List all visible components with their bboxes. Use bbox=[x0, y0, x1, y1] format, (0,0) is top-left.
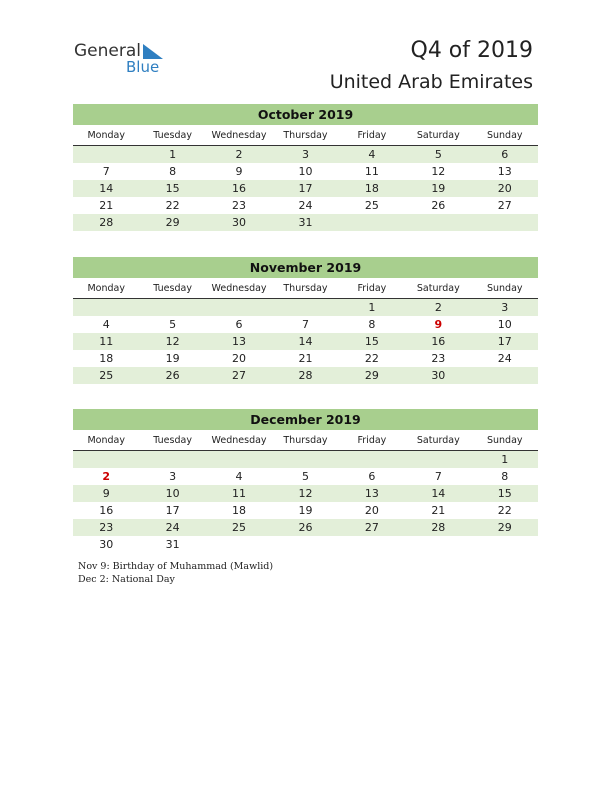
day-cell: 17 bbox=[298, 182, 313, 195]
week-row bbox=[73, 333, 538, 350]
week-row bbox=[73, 163, 538, 180]
day-cell: 18 bbox=[99, 352, 114, 365]
day-cell: 5 bbox=[169, 318, 177, 331]
day-cell: 11 bbox=[99, 335, 114, 348]
day-cell: 17 bbox=[165, 504, 180, 517]
day-cell: 7 bbox=[301, 318, 309, 331]
day-cell: 29 bbox=[364, 369, 379, 382]
day-cell: 16 bbox=[99, 504, 114, 517]
day-cell: 3 bbox=[169, 470, 177, 483]
month-title: November 2019 bbox=[73, 257, 538, 278]
day-cell: 4 bbox=[102, 318, 110, 331]
week-row bbox=[73, 197, 538, 214]
weekday-label: Friday bbox=[357, 435, 387, 446]
month-title: December 2019 bbox=[73, 409, 538, 430]
day-cell: 4 bbox=[235, 470, 243, 483]
day-cell: 14 bbox=[298, 335, 313, 348]
week-row bbox=[73, 468, 538, 485]
weekday-label: Thursday bbox=[283, 283, 328, 294]
day-cell: 3 bbox=[301, 148, 309, 161]
day-cell bbox=[73, 299, 139, 316]
day-cell bbox=[405, 214, 471, 231]
weekday-label: Monday bbox=[87, 435, 125, 446]
day-cell: 24 bbox=[165, 521, 180, 534]
day-cell: 23 bbox=[99, 521, 114, 534]
weekday-label: Tuesday bbox=[153, 283, 192, 294]
day-cell: 12 bbox=[298, 487, 313, 500]
week-row bbox=[73, 519, 538, 536]
day-cell bbox=[73, 451, 139, 468]
weekday-label: Sunday bbox=[486, 130, 523, 141]
week-row bbox=[73, 180, 538, 197]
weekday-label: Wednesday bbox=[211, 283, 267, 294]
day-cell: 25 bbox=[364, 199, 379, 212]
holiday-day-cell: 9 bbox=[434, 318, 443, 331]
day-cell: 12 bbox=[431, 165, 446, 178]
weekday-header-row bbox=[73, 432, 538, 451]
week-row bbox=[73, 536, 538, 553]
day-cell: 15 bbox=[165, 182, 180, 195]
page-title: Q4 of 2019 bbox=[410, 38, 533, 63]
day-cell: 23 bbox=[232, 199, 247, 212]
weekday-label: Saturday bbox=[416, 435, 460, 446]
day-cell: 3 bbox=[501, 301, 509, 314]
weekday-label: Tuesday bbox=[153, 435, 192, 446]
weekday-label: Wednesday bbox=[211, 435, 267, 446]
week-row bbox=[73, 485, 538, 502]
weekday-label: Saturday bbox=[416, 130, 460, 141]
page-subtitle: United Arab Emirates bbox=[329, 71, 533, 93]
day-cell: 9 bbox=[235, 165, 243, 178]
logo-triangle-icon bbox=[141, 44, 163, 59]
month-calendar bbox=[73, 104, 538, 231]
day-cell: 14 bbox=[431, 487, 446, 500]
day-cell: 22 bbox=[165, 199, 180, 212]
day-cell: 2 bbox=[235, 148, 243, 161]
day-cell: 6 bbox=[501, 148, 509, 161]
day-cell: 25 bbox=[232, 521, 247, 534]
day-cell: 13 bbox=[232, 335, 247, 348]
day-cell: 19 bbox=[165, 352, 180, 365]
day-cell: 26 bbox=[298, 521, 313, 534]
day-cell: 8 bbox=[368, 318, 376, 331]
week-row bbox=[73, 451, 538, 468]
day-cell bbox=[73, 146, 139, 163]
day-cell bbox=[405, 451, 471, 468]
holiday-notes bbox=[78, 560, 273, 586]
day-cell: 11 bbox=[364, 165, 379, 178]
day-cell: 7 bbox=[434, 470, 442, 483]
day-cell: 30 bbox=[99, 538, 114, 551]
weekday-label: Thursday bbox=[283, 435, 328, 446]
day-cell: 29 bbox=[497, 521, 512, 534]
holiday-note: Dec 2: National Day bbox=[78, 574, 175, 585]
day-cell: 27 bbox=[232, 369, 247, 382]
day-cell: 8 bbox=[169, 165, 177, 178]
day-cell: 25 bbox=[99, 369, 114, 382]
month-title: October 2019 bbox=[73, 104, 538, 125]
day-cell: 28 bbox=[431, 521, 446, 534]
day-cell: 10 bbox=[298, 165, 313, 178]
day-cell: 22 bbox=[364, 352, 379, 365]
day-cell bbox=[139, 451, 205, 468]
week-row bbox=[73, 350, 538, 367]
week-row bbox=[73, 214, 538, 231]
week-row bbox=[73, 367, 538, 384]
day-cell bbox=[272, 536, 338, 553]
day-cell: 9 bbox=[102, 487, 110, 500]
day-cell: 22 bbox=[497, 504, 512, 517]
day-cell: 13 bbox=[364, 487, 379, 500]
day-cell bbox=[472, 367, 538, 384]
weekday-label: Monday bbox=[87, 283, 125, 294]
day-cell: 26 bbox=[165, 369, 180, 382]
day-cell: 27 bbox=[364, 521, 379, 534]
day-cell: 6 bbox=[235, 318, 243, 331]
logo-general-text: General bbox=[74, 41, 141, 61]
day-cell: 29 bbox=[165, 216, 180, 229]
day-cell: 7 bbox=[102, 165, 110, 178]
day-cell: 16 bbox=[431, 335, 446, 348]
day-cell: 15 bbox=[497, 487, 512, 500]
weekday-label: Sunday bbox=[486, 435, 523, 446]
day-cell bbox=[206, 451, 272, 468]
weekday-label: Sunday bbox=[486, 283, 523, 294]
weekday-header-row bbox=[73, 127, 538, 146]
day-cell: 31 bbox=[298, 216, 313, 229]
day-cell: 23 bbox=[431, 352, 446, 365]
day-cell bbox=[272, 451, 338, 468]
day-cell: 8 bbox=[501, 470, 509, 483]
weekday-header-row bbox=[73, 280, 538, 299]
day-cell: 6 bbox=[368, 470, 376, 483]
day-cell bbox=[272, 299, 338, 316]
day-cell bbox=[139, 299, 205, 316]
day-cell bbox=[339, 536, 405, 553]
day-cell: 17 bbox=[497, 335, 512, 348]
day-cell: 11 bbox=[232, 487, 247, 500]
logo-blue-text: Blue bbox=[126, 58, 160, 76]
day-cell: 10 bbox=[497, 318, 512, 331]
holiday-note: Nov 9: Birthday of Muhammad (Mawlid) bbox=[78, 561, 274, 572]
day-cell: 28 bbox=[99, 216, 114, 229]
day-cell: 24 bbox=[298, 199, 313, 212]
day-cell bbox=[206, 299, 272, 316]
day-cell: 12 bbox=[165, 335, 180, 348]
day-cell: 20 bbox=[232, 352, 247, 365]
day-cell bbox=[206, 536, 272, 553]
day-cell: 15 bbox=[364, 335, 379, 348]
day-cell: 18 bbox=[364, 182, 379, 195]
day-cell: 19 bbox=[431, 182, 446, 195]
day-cell: 1 bbox=[368, 301, 376, 314]
day-cell: 21 bbox=[99, 199, 114, 212]
weekday-label: Monday bbox=[87, 130, 125, 141]
week-row bbox=[73, 146, 538, 163]
holiday-day-cell: 2 bbox=[102, 470, 111, 483]
month-calendar bbox=[73, 409, 538, 553]
week-row bbox=[73, 502, 538, 519]
day-cell: 13 bbox=[497, 165, 512, 178]
day-cell: 5 bbox=[301, 470, 309, 483]
day-cell: 2 bbox=[434, 301, 442, 314]
week-row bbox=[73, 316, 538, 333]
day-cell: 30 bbox=[431, 369, 446, 382]
day-cell: 5 bbox=[434, 148, 442, 161]
day-cell bbox=[339, 214, 405, 231]
day-cell: 21 bbox=[298, 352, 313, 365]
day-cell bbox=[472, 536, 538, 553]
logo bbox=[74, 41, 174, 79]
day-cell: 28 bbox=[298, 369, 313, 382]
month-calendar bbox=[73, 257, 538, 384]
weekday-label: Saturday bbox=[416, 283, 460, 294]
day-cell: 14 bbox=[99, 182, 114, 195]
day-cell: 21 bbox=[431, 504, 446, 517]
day-cell bbox=[405, 536, 471, 553]
day-cell: 1 bbox=[169, 148, 177, 161]
day-cell: 27 bbox=[497, 199, 512, 212]
weekday-label: Thursday bbox=[283, 130, 328, 141]
weekday-label: Wednesday bbox=[211, 130, 267, 141]
day-cell: 10 bbox=[165, 487, 180, 500]
day-cell: 30 bbox=[232, 216, 247, 229]
day-cell: 31 bbox=[165, 538, 180, 551]
day-cell bbox=[472, 214, 538, 231]
day-cell: 16 bbox=[232, 182, 247, 195]
week-row bbox=[73, 299, 538, 316]
day-cell: 19 bbox=[298, 504, 313, 517]
day-cell: 1 bbox=[501, 453, 509, 466]
day-cell: 24 bbox=[497, 352, 512, 365]
weekday-label: Friday bbox=[357, 130, 387, 141]
weekday-label: Friday bbox=[357, 283, 387, 294]
day-cell: 20 bbox=[364, 504, 379, 517]
day-cell bbox=[339, 451, 405, 468]
day-cell: 18 bbox=[232, 504, 247, 517]
day-cell: 26 bbox=[431, 199, 446, 212]
day-cell: 20 bbox=[497, 182, 512, 195]
day-cell: 4 bbox=[368, 148, 376, 161]
weekday-label: Tuesday bbox=[153, 130, 192, 141]
